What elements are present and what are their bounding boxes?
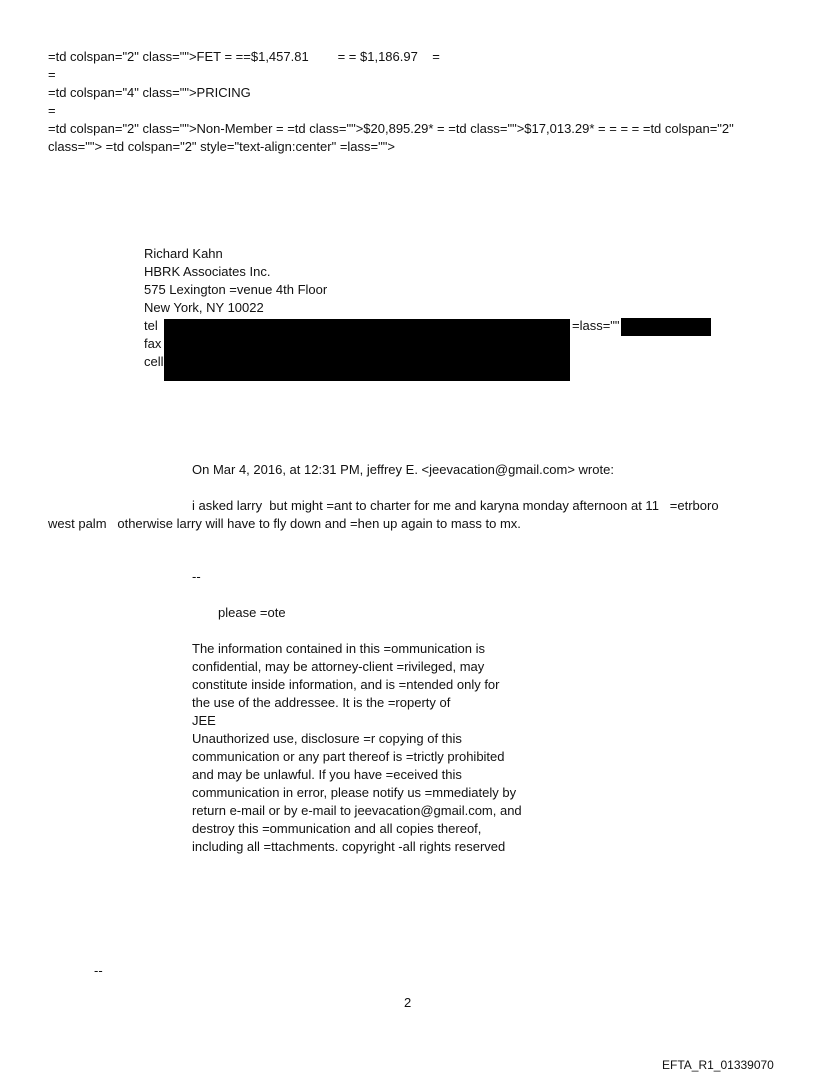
disclaimer-line: and may be unlawful. If you have =eceived this [192, 767, 462, 782]
disclaimer-line: The information contained in this =ommunication is [192, 641, 486, 656]
signature-address-2: New York, NY 10022 [144, 300, 264, 315]
disclaimer-line: communication in error, please notify us =mmediately by [192, 785, 517, 800]
signature-tel-label: tel [144, 318, 158, 333]
disclaimer-line: including all =ttachments. copyright -all rights reserved [192, 839, 506, 854]
signature-fax-label: fax [144, 336, 162, 351]
disclaimer-line: Unauthorized use, disclosure =r copying of this [192, 731, 462, 746]
trailing-separator: -- [94, 963, 103, 978]
residue-line-6: class=""> =td colspan="2" style="text-align:center" =lass=""> [48, 139, 395, 154]
email-body-line-2: west palm otherwise larry will have to fly down and =hen up again to mass to mx. [48, 516, 521, 531]
residue-line-5: =td colspan="2" class="">Non-Member = =td class="">$20,895.29* = =td class="">$17,013.29* = = = = =td colspan="2" [48, 121, 734, 136]
note-heading: please =ote [218, 605, 286, 620]
residue-line-2: = [48, 67, 56, 82]
signature-cell-label: cell [144, 354, 164, 369]
signature-company: HBRK Associates Inc. [144, 264, 271, 279]
disclaimer-line: constitute inside information, and is =ntended only for [192, 677, 500, 692]
disclaimer-line: destroy this =ommunication and all copies thereof, [192, 821, 482, 836]
page-number: 2 [404, 995, 412, 1010]
email-separator: -- [192, 569, 201, 584]
disclaimer-line: communication or any part thereof is =trictly prohibited [192, 749, 505, 764]
document-id: EFTA_R1_01339070 [662, 1058, 774, 1072]
disclaimer-line: confidential, may be attorney-client =rivileged, may [192, 659, 485, 674]
residue-line-3: =td colspan="4" class="">PRICING [48, 85, 251, 100]
email-body-line-1: i asked larry but might =ant to charter for me and karyna monday afternoon at 11 =etrboro [192, 498, 719, 513]
signature-address-1: 575 Lexington =venue 4th Floor [144, 282, 328, 297]
redaction-box-contact [164, 319, 570, 381]
signature-tel-suffix: =lass="" [572, 318, 620, 333]
signature-name: Richard Kahn [144, 246, 223, 261]
disclaimer-line: the use of the addressee. It is the =roperty of [192, 695, 451, 710]
redaction-box-tel-right [621, 318, 711, 336]
disclaimer-line: return e-mail or by e-mail to jeevacation@gmail.com, and [192, 803, 522, 818]
email-header: On Mar 4, 2016, at 12:31 PM, jeffrey E. <jeevacation@gmail.com> wrote: [192, 462, 614, 477]
residue-line-4: = [48, 103, 56, 118]
residue-line-1: =td colspan="2" class="">FET = ==$1,457.81 = = $1,186.97 = [48, 49, 440, 64]
disclaimer-line: JEE [192, 713, 216, 728]
